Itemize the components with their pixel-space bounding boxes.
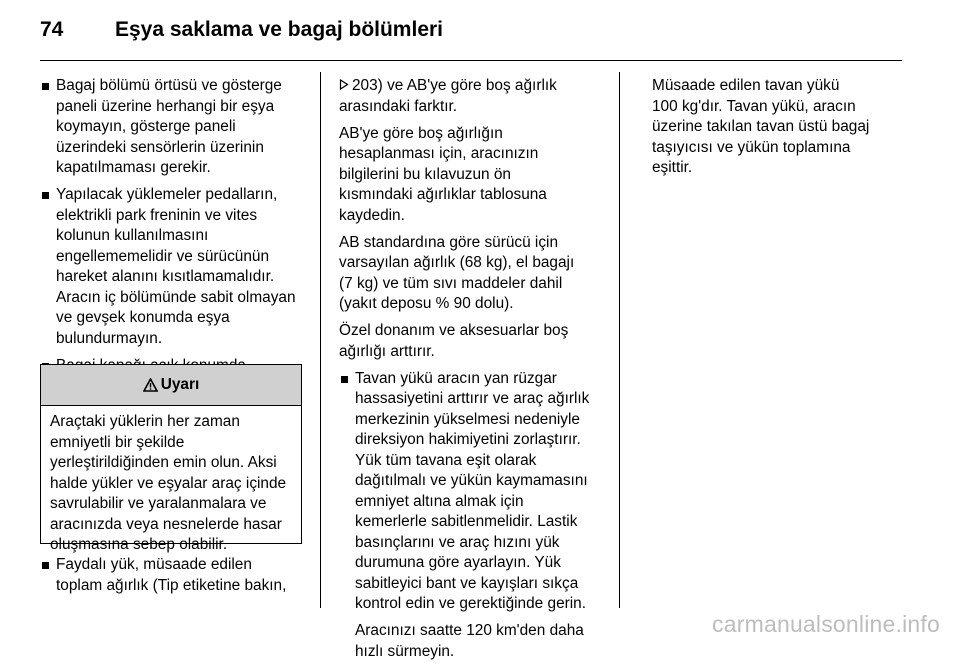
line: engellememelidir ve sürücünün bbox=[56, 247, 270, 265]
bullet-square-icon bbox=[42, 192, 49, 199]
line: halde yükler ve eşyalar araç içinde bbox=[50, 474, 287, 492]
line: Tavan yükü aracın yan rüzgar bbox=[355, 369, 557, 387]
paragraph bbox=[339, 233, 613, 315]
column-divider-2 bbox=[619, 72, 620, 608]
bullet-square-icon bbox=[42, 562, 49, 569]
column-divider-1 bbox=[320, 72, 321, 608]
line: üzerindeki sensörlerin üzerinin bbox=[56, 138, 264, 156]
line: koymayın, gösterge paneli bbox=[56, 118, 236, 135]
bullet-item bbox=[339, 369, 613, 615]
line: yerleştirildiğinden emin olun. Aksi bbox=[50, 454, 277, 471]
line: kolunun kullanılmasını bbox=[56, 227, 209, 244]
cross-reference-arrow-icon[interactable] bbox=[339, 79, 349, 90]
bullet-item bbox=[40, 555, 312, 596]
section-title: Eşya saklama ve bagaj bölümleri bbox=[115, 18, 444, 41]
paragraph bbox=[339, 124, 613, 227]
line: kısmındaki ağırlıklar tablosuna bbox=[339, 186, 547, 203]
line: kaydedin. bbox=[339, 206, 405, 224]
line: oluşmasına sebep olabilir. bbox=[50, 536, 228, 553]
line: emniyetli bir şekilde bbox=[50, 433, 185, 451]
bullet-item bbox=[40, 76, 312, 179]
warning-body bbox=[41, 406, 301, 556]
line: kapatılmaması gerekir. bbox=[56, 159, 211, 176]
line: durumuna göre ayarlayın. Yük bbox=[355, 554, 561, 571]
line: 100 kg'dır. Tavan yükü, aracın bbox=[652, 97, 856, 115]
line: merkezinin yükselmesi nedeniyle bbox=[355, 410, 580, 428]
line: sabitleyici bant ve kayışları sıkça bbox=[355, 574, 579, 592]
paragraph bbox=[339, 76, 613, 117]
line: Yük tüm tavana eşit olarak bbox=[355, 451, 537, 469]
line: kemerlerle sabitlenmelidir. Lastik bbox=[355, 513, 578, 530]
line: Müsaade edilen tavan yükü bbox=[652, 77, 840, 94]
line: elektrikli park freninin ve vites bbox=[56, 206, 258, 224]
line: Özel donanım ve aksesuarlar boş bbox=[339, 322, 569, 339]
line: (7 kg) ve tüm sıvı maddeler dahil bbox=[339, 274, 563, 292]
column-1 bbox=[40, 76, 312, 403]
watermark: carmanualsonline.info bbox=[712, 611, 940, 637]
line: AB'ye göre boş ağırlığın bbox=[339, 124, 503, 142]
column-3 bbox=[652, 76, 907, 185]
line: aracınızda veya nesnelerde hasar bbox=[50, 515, 282, 533]
column-1-bottom bbox=[40, 555, 312, 603]
line: bulundurmayın. bbox=[56, 329, 163, 347]
line: kontrol edin ve gerektiğinde gerin. bbox=[355, 595, 587, 612]
header-rule bbox=[40, 60, 902, 61]
bullet-square-icon bbox=[341, 376, 348, 383]
warning-header bbox=[41, 365, 301, 406]
line: bilgilerini bu kılavuzun ön bbox=[339, 165, 511, 183]
line: Aracınızı saatte 120 km'den daha bbox=[355, 622, 584, 639]
line: ve gevşek konumda eşya bbox=[56, 309, 230, 326]
bullet-item bbox=[40, 185, 312, 349]
line: (yakıt deposu % 90 dolu). bbox=[339, 295, 514, 312]
line: varsayılan ağırlık (68 kg), el bagajı bbox=[339, 254, 575, 271]
line: 203) ve AB'ye göre boş ağırlık bbox=[352, 77, 557, 94]
page-header bbox=[0, 0, 960, 62]
line: hassasiyetini arttırır ve araç ağırlık bbox=[355, 390, 590, 407]
paragraph bbox=[339, 321, 613, 362]
line: Yapılacak yüklemeler pedalların, bbox=[56, 186, 278, 203]
line: toplam ağırlık (Tip etiketine bakın, bbox=[56, 576, 287, 594]
line: dağıtılmalı ve yükün kaymamasını bbox=[355, 472, 588, 489]
line: basınçlarını ve araç hızını yük bbox=[355, 533, 560, 551]
line: AB standardına göre sürücü için bbox=[339, 233, 559, 251]
page-number: 74 bbox=[40, 18, 64, 41]
line: eşittir. bbox=[652, 159, 693, 176]
line: ağırlığı arttırır. bbox=[339, 342, 435, 360]
line: üzerine takılan tavan üstü bagaj bbox=[652, 118, 870, 135]
line: paneli üzerine herhangi bir eşya bbox=[56, 97, 275, 115]
line: Faydalı yük, müsaade edilen bbox=[56, 556, 252, 573]
line: taşıyıcısı ve yükün toplamına bbox=[652, 138, 851, 156]
warning-triangle-icon bbox=[143, 378, 158, 392]
line: Aracın iç bölümünde sabit olmayan bbox=[56, 288, 296, 306]
line: hızlı sürmeyin. bbox=[355, 642, 455, 660]
line: arasındaki farktır. bbox=[339, 97, 458, 115]
column-2 bbox=[339, 76, 613, 669]
warning-title: Uyarı bbox=[160, 376, 200, 393]
line: savrulabilir ve yaralanmalara ve bbox=[50, 495, 267, 512]
warning-box bbox=[40, 364, 302, 553]
paragraph bbox=[652, 76, 907, 179]
line: hareket alanını kısıtlamamalıdır. bbox=[56, 268, 275, 285]
line: hesaplanması için, aracınızın bbox=[339, 145, 539, 162]
line: emniyet altına almak için bbox=[355, 492, 524, 510]
line: Bagaj bölümü örtüsü ve gösterge bbox=[56, 77, 282, 94]
bullet-square-icon bbox=[42, 83, 49, 90]
line: direksiyon hakimiyetini zorlaştırır. bbox=[355, 431, 581, 448]
line: Araçtaki yüklerin her zaman bbox=[50, 413, 240, 430]
